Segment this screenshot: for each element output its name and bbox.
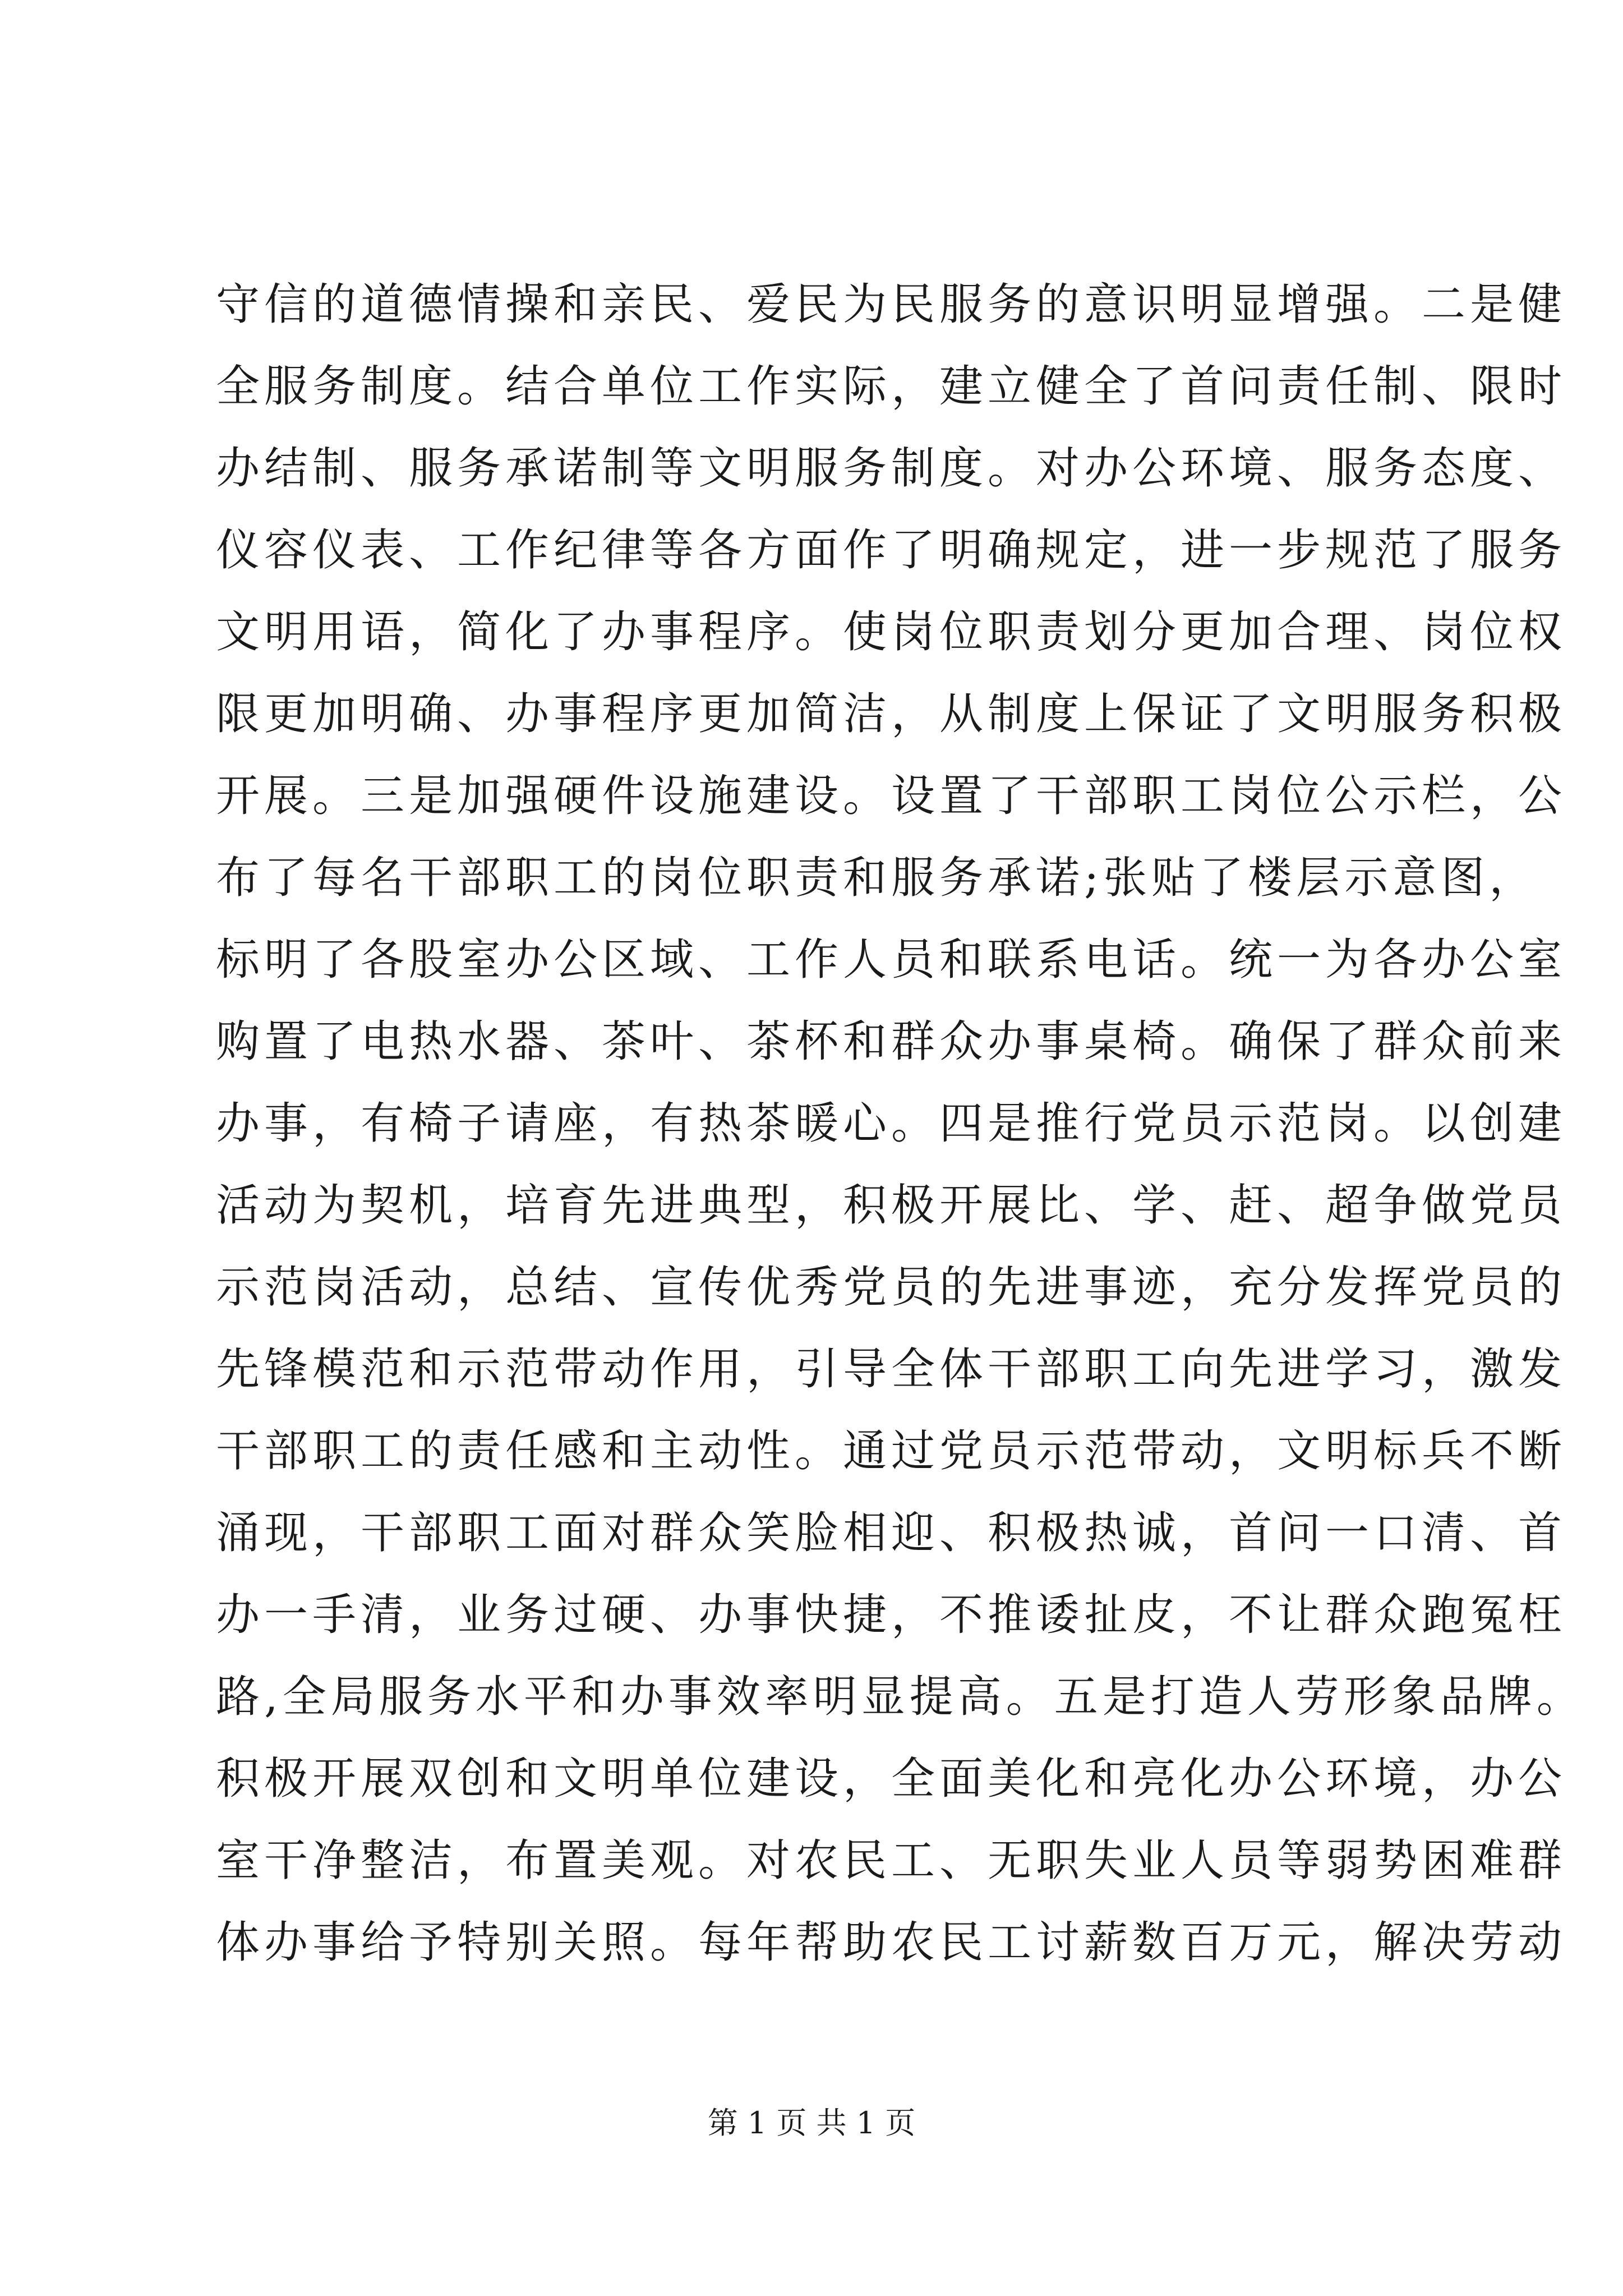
text-line: 室干净整洁，布置美观。对农民工、无职失业人员等弱势困难群 <box>216 1835 1567 1886</box>
text-line: 办结制、服务承诺制等文明服务制度。对办公环境、服务态度、 <box>216 443 1567 494</box>
text-line: 体办事给予特别关照。每年帮助农民工讨薪数百万元，解决劳动 <box>216 1917 1567 1968</box>
text-line: 文明用语，简化了办事程序。使岗位职责划分更加合理、岗位权 <box>216 607 1567 657</box>
body-text <box>216 264 1585 1984</box>
text-line: 布了每名干部职工的岗位职责和服务承诺;张贴了楼层示意图， <box>216 853 1538 903</box>
text-line: 干部职工的责任感和主动性。通过党员示范带动，文明标兵不断 <box>216 1426 1567 1476</box>
text-line: 开展。三是加强硬件设施建设。设置了干部职工岗位公示栏，公 <box>216 771 1567 821</box>
text-line: 路,全局服务水平和办事效率明显提高。五是打造人劳形象品牌。 <box>216 1672 1585 1722</box>
text-line: 办事，有椅子请座，有热茶暖心。四是推行党员示范岗。以创建 <box>216 1098 1567 1149</box>
text-line: 全服务制度。结合单位工作实际，建立健全了首问责任制、限时 <box>216 361 1567 412</box>
text-line: 先锋模范和示范带动作用，引导全体干部职工向先进学习，激发 <box>216 1344 1567 1395</box>
text-line: 活动为契机，培育先进典型，积极开展比、学、赶、超争做党员 <box>216 1180 1567 1231</box>
text-line: 办一手清，业务过硬、办事快捷，不推诿扯皮，不让群众跑冤枉 <box>216 1590 1567 1640</box>
text-line: 购置了电热水器、茶叶、茶杯和群众办事桌椅。确保了群众前来 <box>216 1016 1567 1067</box>
text-line: 涌现，干部职工面对群众笑脸相迎、积极热诚，首问一口清、首 <box>216 1508 1567 1558</box>
text-line: 积极开展双创和文明单位建设，全面美化和亮化办公环境，办公 <box>216 1754 1567 1804</box>
page-footer: 第 1 页 共 1 页 <box>707 2105 916 2141</box>
text-line: 标明了各股室办公区域、工作人员和联系电话。统一为各办公室 <box>216 935 1567 985</box>
text-line: 仪容仪表、工作纪律等各方面作了明确规定，进一步规范了服务 <box>216 525 1567 576</box>
text-line: 示范岗活动，总结、宣传优秀党员的先进事迹，充分发挥党员的 <box>216 1262 1567 1313</box>
text-line: 限更加明确、办事程序更加简洁，从制度上保证了文明服务积极 <box>216 689 1567 739</box>
text-line: 守信的道德情操和亲民、爱民为民服务的意识明显增强。二是健 <box>216 279 1567 330</box>
